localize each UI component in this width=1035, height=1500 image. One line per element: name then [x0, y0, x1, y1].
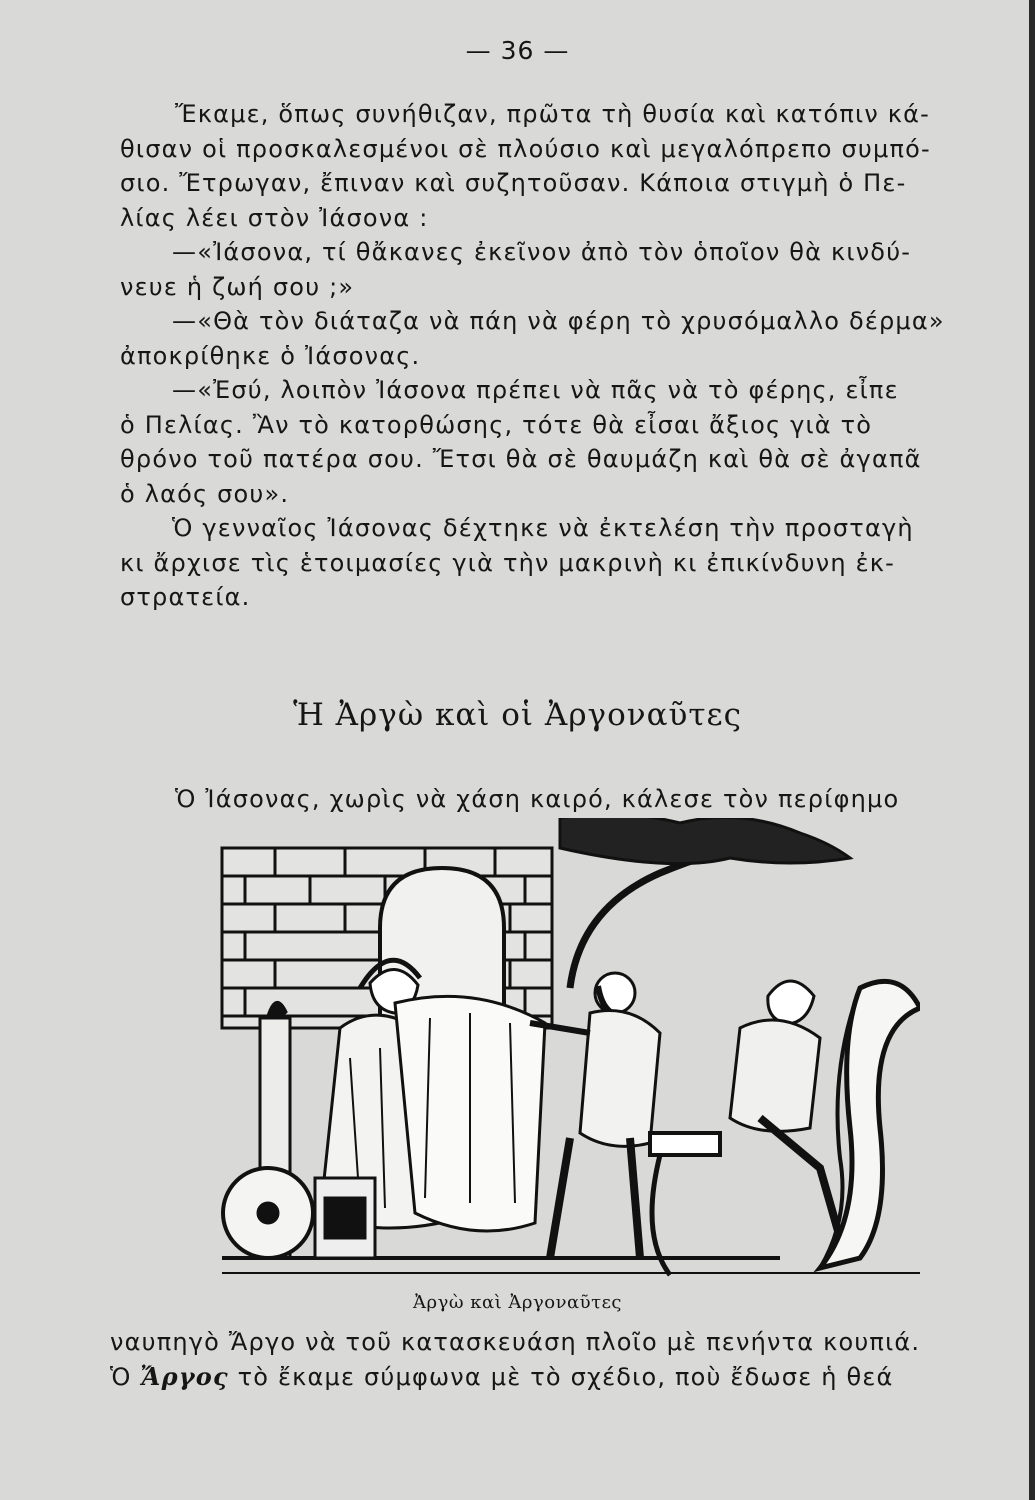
body-text-bottom: [110, 1325, 1020, 1394]
text-line: θισαν οἱ προσκαλεσμένοι σὲ πλούσιο καὶ μεγαλόπρεπο συμπό-: [120, 134, 931, 163]
text-line: —«Ἰάσονα, τί θἄκανες ἐκεῖνον ἀπὸ τὸν ὁποῖον θὰ κινδύ-: [172, 238, 912, 266]
text-fragment: Ὁ: [110, 1362, 132, 1391]
text-fragment: τὸ ἔκαμε σύμφωνα μὲ τὸ σχέδιο, ποὺ ἔδωσε ἡ θεά: [237, 1362, 894, 1391]
text-line: κι ἄρχισε τὶς ἑτοιμασίες γιὰ τὴν μακρινὴ κι ἐπικίνδυνη ἐκ-: [120, 548, 895, 577]
text-line: —«Ἐσύ, λοιπὸν Ἰάσονα πρέπει νὰ πᾶς νὰ τὸ φέρης, εἶπε: [172, 376, 899, 404]
text-line: Ὁ Ἰάσονας, χωρὶς νὰ χάση καιρό, κάλεσε τὸν περίφημο: [175, 785, 900, 813]
page-number: — 36 —: [465, 36, 570, 65]
intro-text: [120, 782, 1030, 817]
text-line: λίας λέει στὸν Ἰάσονα :: [120, 203, 429, 232]
argos-name: Ἄργος: [140, 1361, 229, 1391]
text-line: ὁ Πελίας. Ἂν τὸ κατορθώσης, τότε θὰ εἶσαι ἄξιος γιὰ τὸ: [120, 410, 873, 439]
argonaut-figure: [650, 981, 840, 1238]
text-line: [110, 1360, 1020, 1395]
text-line: Ὁ γενναῖος Ἰάσονας δέχτηκε νὰ ἐκτελέση τὴν προσταγὴ: [172, 514, 914, 542]
text-line: Ἔκαμε, ὅπως συνήθιζαν, πρῶτα τὴ θυσία καὶ κατόπιν κά-: [175, 100, 930, 128]
text-line: στρατεία.: [120, 583, 251, 611]
text-line: σιο. Ἔτρωγαν, ἔπιναν καὶ συζητοῦσαν. Κάποια στιγμὴ ὁ Πε-: [120, 169, 907, 197]
text-line: θρόνο τοῦ πατέρα σου. Ἔτσι θὰ σὲ θαυμάζη καὶ θὰ σὲ ἀγαπᾶ: [120, 445, 922, 473]
text-line: ναυπηγὸ Ἄργο νὰ τοῦ κατασκευάση πλοῖο μὲ πενήντα κουπιά.: [110, 1328, 921, 1356]
text-line: ἀποκρίθηκε ὁ Ἰάσονας.: [120, 341, 421, 370]
tree-foliage: [560, 818, 850, 864]
figure-caption: Ἀργὼ καὶ Ἀργοναῦτες: [412, 1292, 622, 1313]
argo-illustration: [220, 818, 920, 1288]
section-heading: Ἡ Ἀργὼ καὶ οἱ Ἀργοναῦτες: [293, 697, 742, 733]
body-text-top: [120, 97, 1030, 615]
text-line: —«Θὰ τὸν διάταζα νὰ πάη νὰ φέρη τὸ χρυσόμαλλο δέρμα»: [172, 307, 945, 335]
text-line: νευε ἡ ζωή σου ;»: [120, 272, 355, 301]
text-line: ὁ λαός σου».: [120, 479, 290, 508]
